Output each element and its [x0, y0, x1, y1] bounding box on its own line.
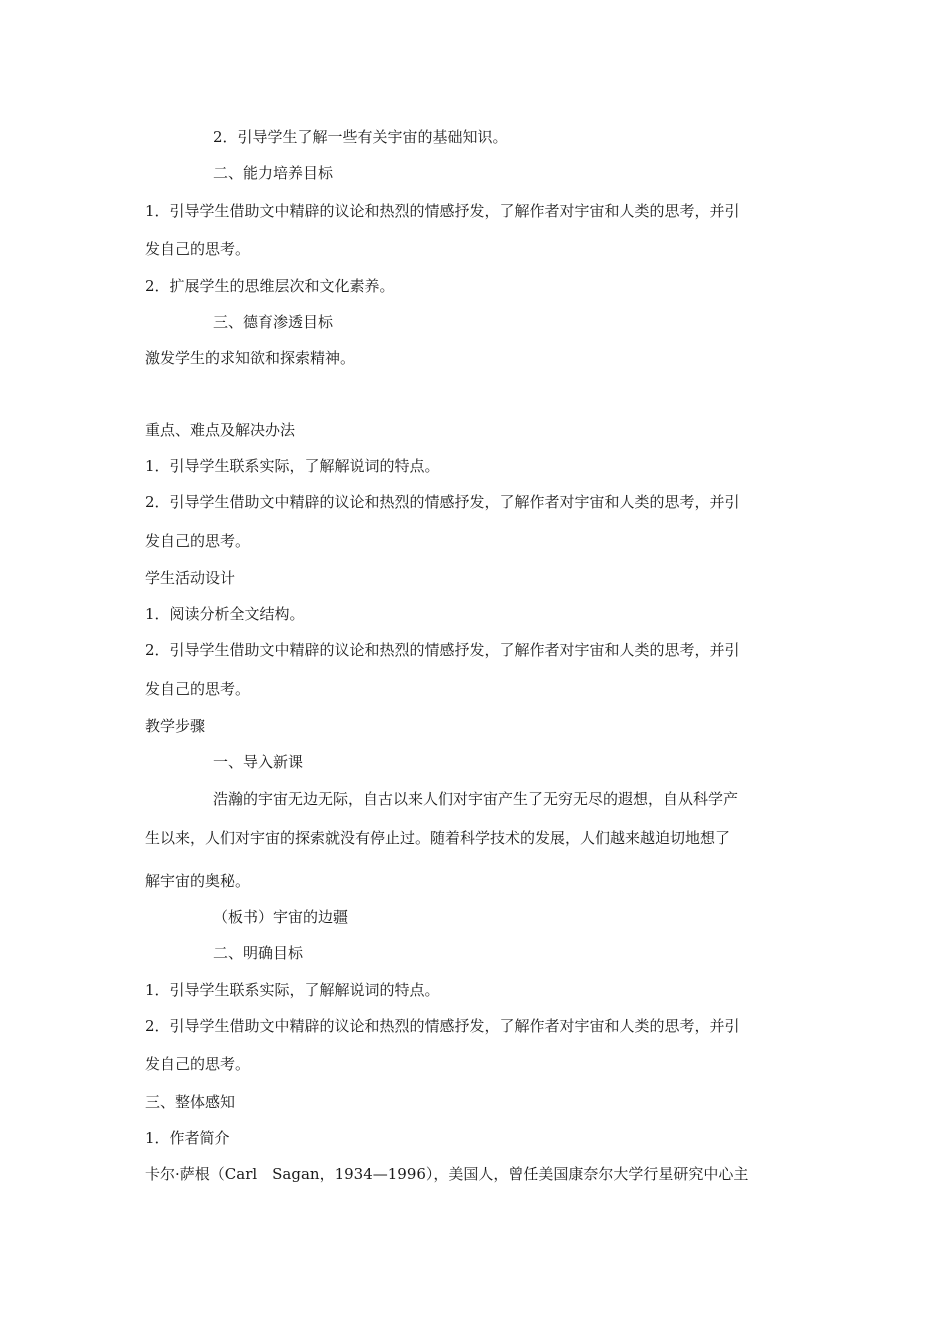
- paragraph-line: 解宇宙的奥秘。: [145, 872, 251, 890]
- paragraph-line: 2．引导学生借助文中精辟的议论和热烈的情感抒发，了解作者对宇宙和人类的思考，并引: [145, 641, 740, 659]
- section-heading-steps: 教学步骤: [145, 717, 206, 735]
- paragraph-line: 激发学生的求知欲和探索精神。: [145, 349, 356, 367]
- paragraph-line: 1．引导学生联系实际，了解解说词的特点。: [145, 457, 440, 475]
- section-heading-key-points: 重点、难点及解决办法: [145, 421, 296, 439]
- section-heading-goals: 二、明确目标: [213, 944, 304, 962]
- paragraph-line: 发自己的思考。: [145, 680, 251, 698]
- paragraph-line: 卡尔·萨根（Carl Sagan，1934—1996），美国人，曾任美国康奈尔大学行星研究中心主: [145, 1165, 749, 1183]
- paragraph-line: 2．引导学生借助文中精辟的议论和热烈的情感抒发，了解作者对宇宙和人类的思考，并引: [145, 1017, 740, 1035]
- paragraph-line: 2．引导学生借助文中精辟的议论和热烈的情感抒发，了解作者对宇宙和人类的思考，并引: [145, 493, 740, 511]
- paragraph-line: 生以来，人们对宇宙的探索就没有停止过。随着科学技术的发展，人们越来越迫切地想了: [145, 829, 731, 847]
- paragraph-line: 1．引导学生联系实际，了解解说词的特点。: [145, 981, 440, 999]
- section-heading-moral: 三、德育渗透目标: [213, 313, 334, 331]
- section-heading-ability: 二、能力培养目标: [213, 164, 334, 182]
- section-heading-intro: 一、导入新课: [213, 753, 304, 771]
- section-heading-activity: 学生活动设计: [145, 569, 236, 587]
- paragraph-line: 1．引导学生借助文中精辟的议论和热烈的情感抒发，了解作者对宇宙和人类的思考，并引: [145, 202, 740, 220]
- paragraph-line: 1．作者简介: [145, 1129, 230, 1147]
- objective-item-2: 2．引导学生了解一些有关宇宙的基础知识。: [213, 128, 508, 146]
- paragraph-line: 浩瀚的宇宙无边无际，自古以来人们对宇宙产生了无穷无尽的遐想，自从科学产: [213, 790, 739, 808]
- section-heading-overview: 三、整体感知: [145, 1093, 236, 1111]
- paragraph-line: 发自己的思考。: [145, 1055, 251, 1073]
- paragraph-line: 发自己的思考。: [145, 532, 251, 550]
- paragraph-line: 发自己的思考。: [145, 240, 251, 258]
- paragraph-line: 2．扩展学生的思维层次和文化素养。: [145, 277, 395, 295]
- paragraph-line: 1．阅读分析全文结构。: [145, 605, 305, 623]
- board-note: （板书）宇宙的边疆: [213, 908, 349, 926]
